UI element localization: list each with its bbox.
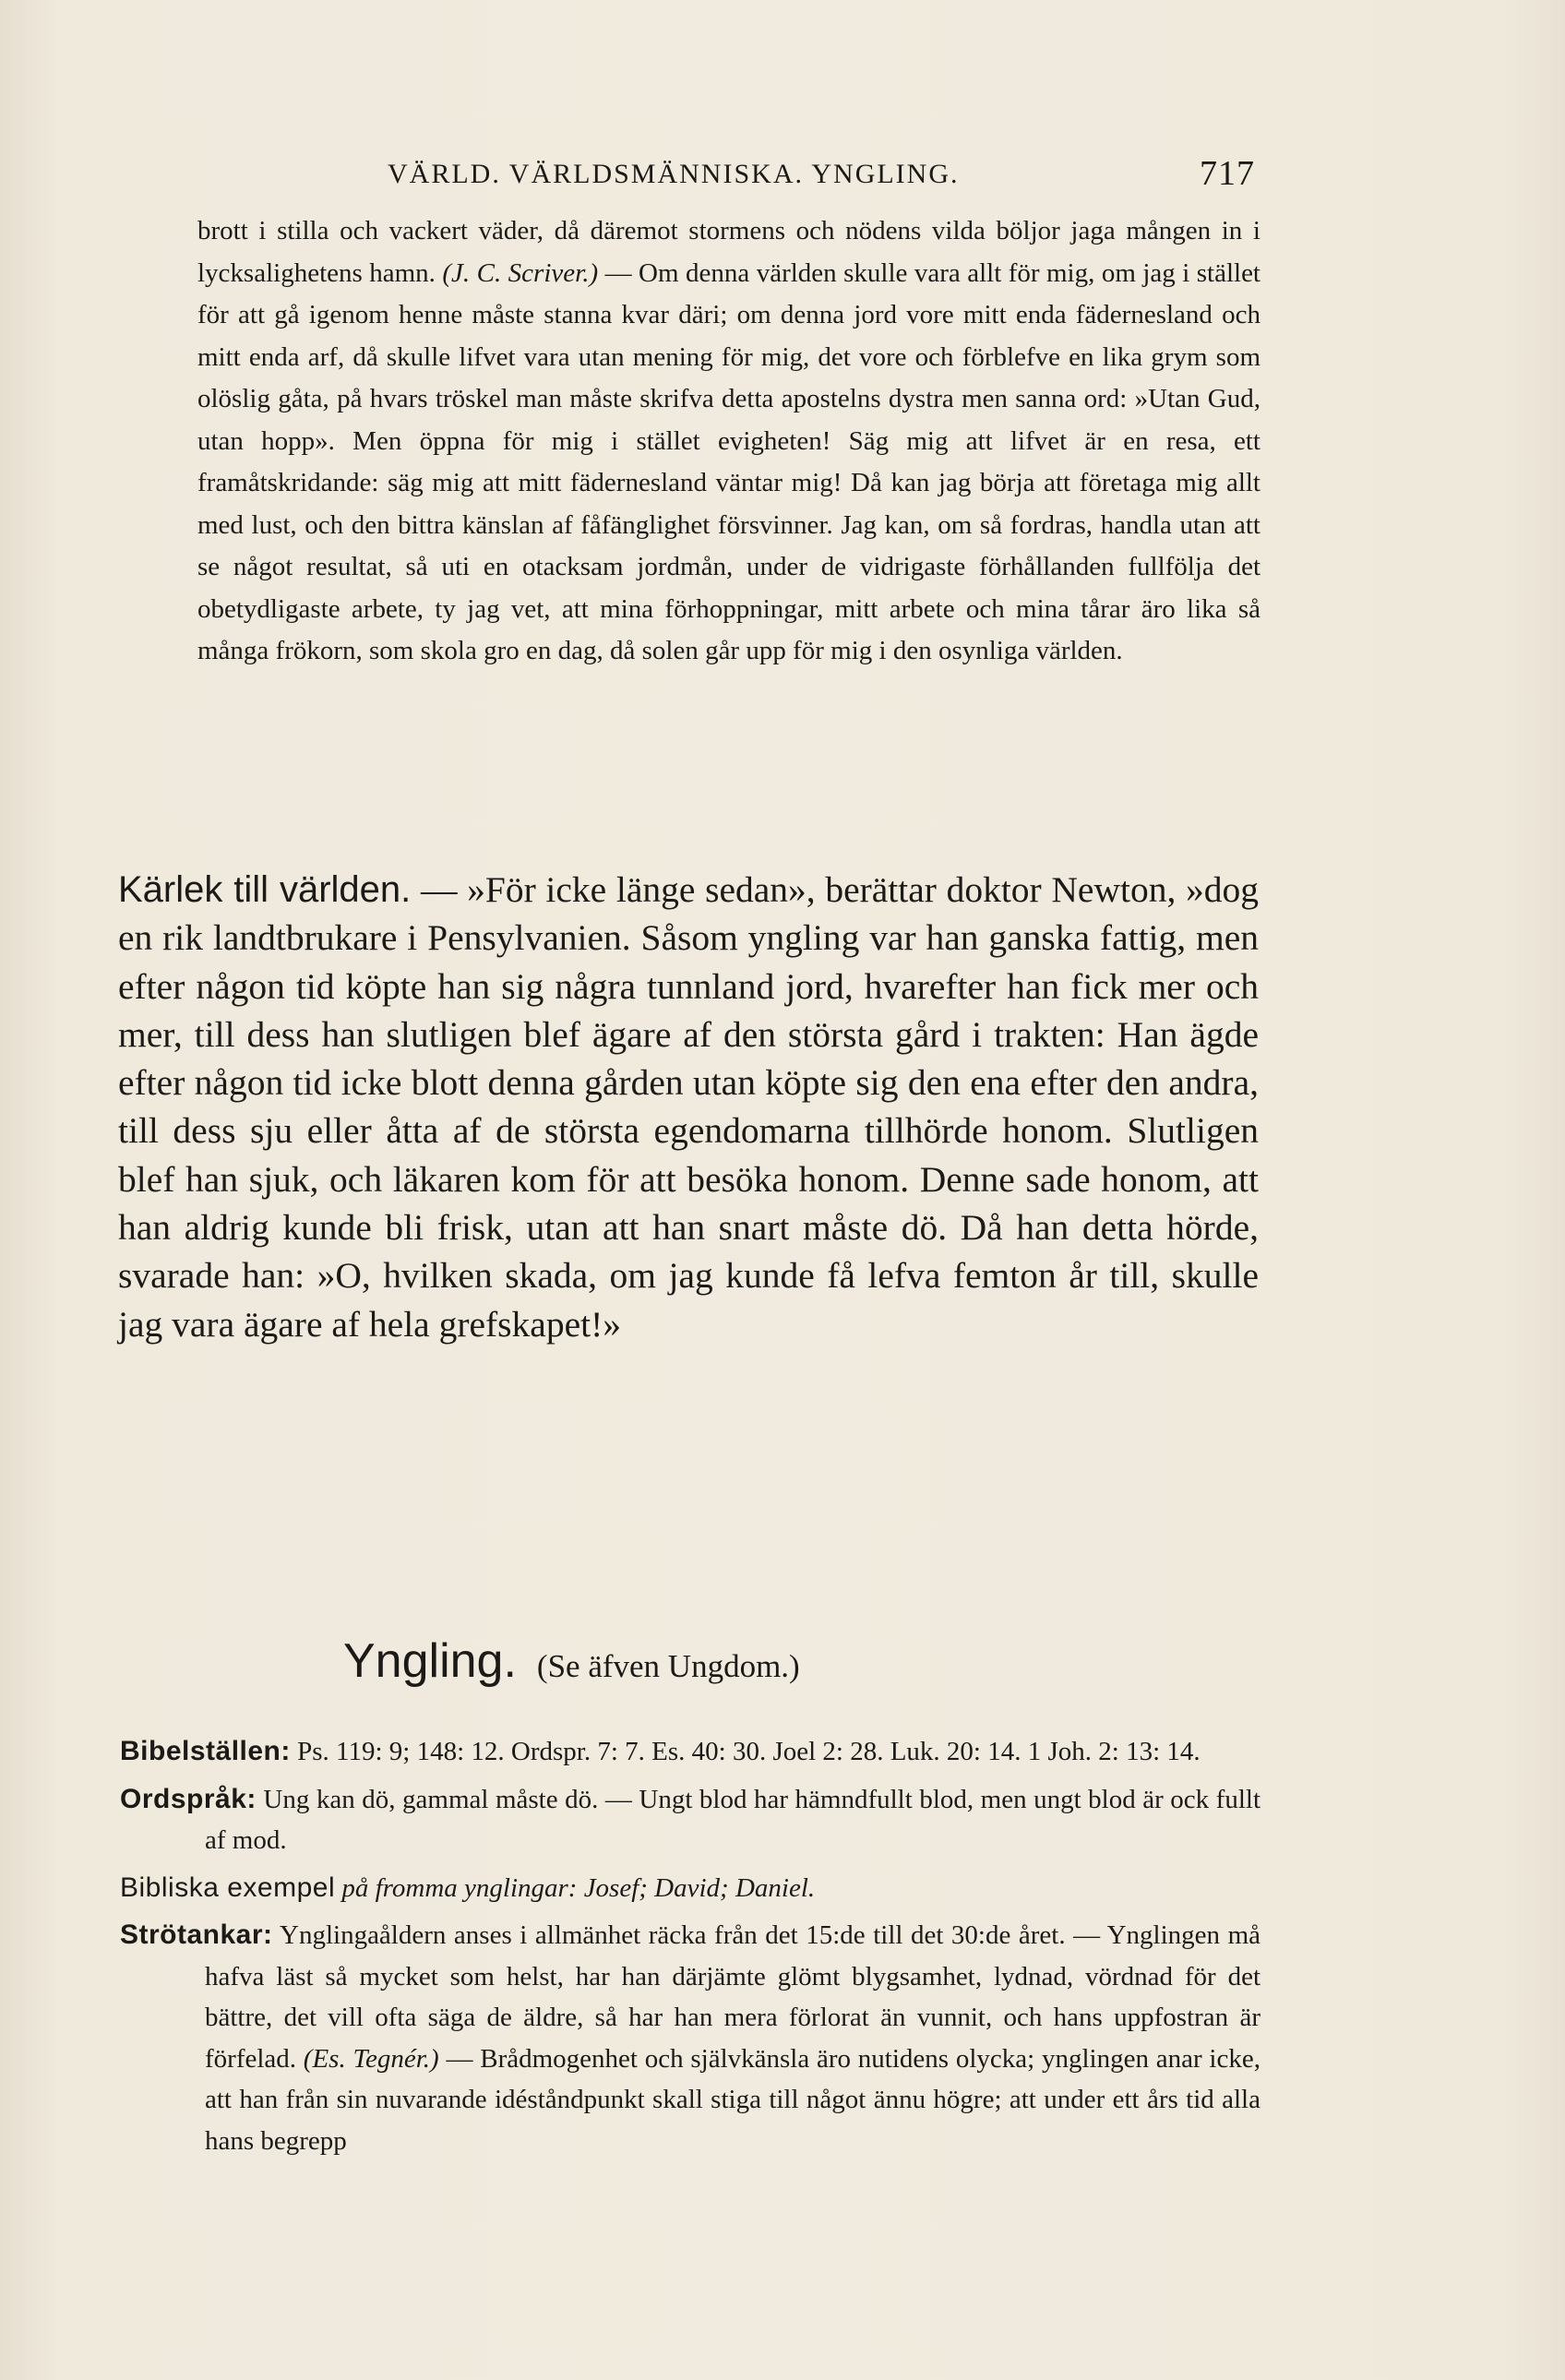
running-title: VÄRLD. VÄRLDSMÄNNISKA. YNGLING. <box>388 159 960 189</box>
page-number: 717 <box>1200 154 1255 193</box>
entry-label: Ordspråk: <box>120 1783 257 1814</box>
entry-label: Bibelställen: <box>120 1736 291 1766</box>
entry-proverbs <box>120 1779 1260 1861</box>
entry-text-end: — Brådmogenhet och självkänsla äro nutidens olycka; ynglingen anar icke, att han från sin nuvarande idéståndpunkt skall stiga till något ännu högre; att under ett års tid alla hans begrepp <box>205 2043 1260 2156</box>
story-lead-heading: Kärlek till världen. <box>118 869 412 910</box>
entry-biblical-examples <box>120 1868 1260 1909</box>
intro-text-end: — Om denna världen skulle vara allt för mig, om jag i stället för att gå igenom henne måste stanna kvar däri; om denna jord vore mitt enda fädernesland och mitt enda arf, då skulle lifvet vara utan mening för mig, det vore och förblefve en lika grym som olöslig gåta, på hvars tröskel man måste skrifva detta apostelns dystra men sanna ord: »Utan Gud, utan hopp». Men öppna för mig i stället evigheten! Säg mig att lifvet är en resa, ett framåtskridande: säg mig att mitt fädernesland väntar mig! Då kan jag börja att företaga mig allt med lust, och den bittra känslan af fåfänglighet försvinner. Jag kan, om så fordras, handla utan att se något resultat, så uti en otacksam jordmån, under de vidrigaste förhållanden fullfölja det obetydligaste arbete, ty jag vet, att mina förhoppningar, mitt arbete och mina tårar äro lika så många frökorn, som skola gro en dag, då solen går upp för mig i den osynliga världen. <box>197 257 1260 665</box>
entry-label: Strötankar: <box>120 1920 273 1950</box>
intro-paragraph <box>197 210 1260 673</box>
entry-label: Bibliska exempel <box>120 1872 336 1903</box>
section-entries <box>120 1731 1260 2161</box>
running-header <box>388 154 1255 196</box>
entry-text: Ung kan dö, gammal måste dö. — Ungt blod har hämndfullt blod, men ungt blod är ock fullt af mod. <box>205 1784 1260 1855</box>
entry-citation: (Es. Tegnér.) <box>303 2043 439 2074</box>
intro-citation: (J. C. Scriver.) <box>442 257 599 288</box>
section-title: Yngling. <box>343 1634 517 1688</box>
entry-text: på fromma ynglingar: Josef; David; Daniel. <box>335 1872 816 1903</box>
story-text: — »För icke länge sedan», berättar doktor Newton, »dog en rik landtbrukare i Pensylvanien. Såsom yngling var han ganska fattig, men efter någon tid köpte han sig några tunnland jord, hvarefter han fick mer och mer, till dess han slutligen blef ägare af den största gård i trakten: Han ägde efter någon tid icke blott denna gården utan köpte sig den ena efter den andra, till dess sju eller åtta af de största egendomarna tillhörde honom. Slutligen blef han sjuk, och läkaren kom för att besöka honom. Denne sade honom, att han aldrig kunde bli frisk, utan att han snart måste dö. Då han detta hörde, svarade han: »O, hvilken skada, om jag kunde få lefva femton år till, skulle jag vara ägare af hela grefskapet!» <box>118 869 1259 1345</box>
story-paragraph <box>118 866 1259 1348</box>
section-cross-reference: (Se äfven Ungdom.) <box>536 1648 800 1684</box>
section-heading <box>343 1633 800 1689</box>
entry-thoughts <box>120 1915 1260 2161</box>
entry-bible-references <box>120 1731 1260 1773</box>
intro-text-start: brott i stilla och vackert väder, då däremot stormens och nödens vilda böljor jaga mången in i lycksalighetens hamn. <box>197 216 1260 288</box>
entry-text-start: Ynglingaåldern anses i allmänhet räcka från det 15:de till det 30:de året. — Ynglingen må hafva läst så mycket som helst, har han därjämte glömt blygsamhet, lydnad, vördnad för det bättre, det vill ofta säga de äldre, så har han mera förlorat än vunnit, och hans uppfostran är förfelad. <box>205 1920 1260 2074</box>
entry-text: Ps. 119: 9; 148: 12. Ordspr. 7: 7. Es. 40: 30. Joel 2: 28. Luk. 20: 14. 1 Joh. 2: 13: 14. <box>290 1737 1201 1766</box>
